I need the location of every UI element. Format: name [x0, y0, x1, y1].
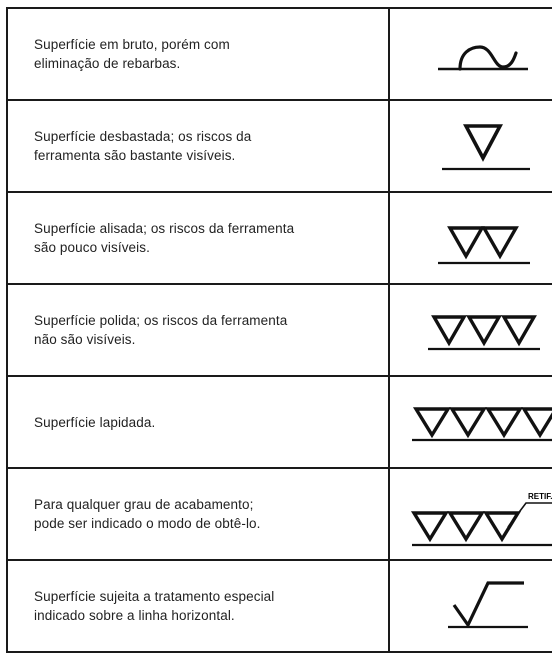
- description-cell: [7, 560, 389, 652]
- table-row: [7, 192, 552, 284]
- symbol-cell: [389, 100, 552, 192]
- table-row: [7, 100, 552, 192]
- table-row: [7, 468, 552, 560]
- description-line: pode ser indicado o modo de obtê-lo.: [34, 516, 261, 531]
- checkmark-special-treatment-icon: [390, 561, 552, 651]
- description-line: Superfície alisada; os riscos da ferramenta: [34, 221, 295, 236]
- symbol-cell: [389, 376, 552, 468]
- four-triangle-symbol-icon: [390, 377, 552, 467]
- description-line: Superfície sujeita a tratamento especial: [34, 589, 275, 604]
- symbol-cell: [389, 284, 552, 376]
- description-line: não são visíveis.: [34, 332, 136, 347]
- triangles-with-retif-label-icon: [390, 469, 552, 559]
- symbol-cell: [389, 468, 552, 560]
- description-cell: [7, 284, 389, 376]
- table-row: [7, 284, 552, 376]
- description-cell: [7, 100, 389, 192]
- table-row: [7, 8, 552, 100]
- description-cell: [7, 468, 389, 560]
- description-line: Superfície polida; os riscos da ferramenta: [34, 313, 288, 328]
- description-line: Para qualquer grau de acabamento;: [34, 497, 254, 512]
- wave-symbol-icon: [390, 9, 552, 99]
- symbol-cell: [389, 192, 552, 284]
- description-line: indicado sobre a linha horizontal.: [34, 608, 235, 623]
- table-row: [7, 560, 552, 652]
- surface-finish-table: [6, 7, 552, 653]
- description-line: Superfície lapidada.: [34, 414, 156, 430]
- table-row: [7, 376, 552, 468]
- description-line: ferramenta são bastante visíveis.: [34, 148, 236, 163]
- three-triangle-symbol-icon: [390, 285, 552, 375]
- symbol-cell: [389, 8, 552, 100]
- description-cell: [7, 8, 389, 100]
- one-triangle-symbol-icon: [390, 101, 552, 191]
- description-cell: [7, 376, 389, 468]
- retif-label: RETIF.: [528, 492, 552, 501]
- description-line: são pouco visíveis.: [34, 240, 150, 255]
- symbol-cell: [389, 560, 552, 652]
- description-cell: [7, 192, 389, 284]
- two-triangle-symbol-icon: [390, 193, 552, 283]
- description-line: Superfície em bruto, porém com: [34, 37, 230, 52]
- description-line: eliminação de rebarbas.: [34, 56, 181, 71]
- description-line: Superfície desbastada; os riscos da: [34, 129, 252, 144]
